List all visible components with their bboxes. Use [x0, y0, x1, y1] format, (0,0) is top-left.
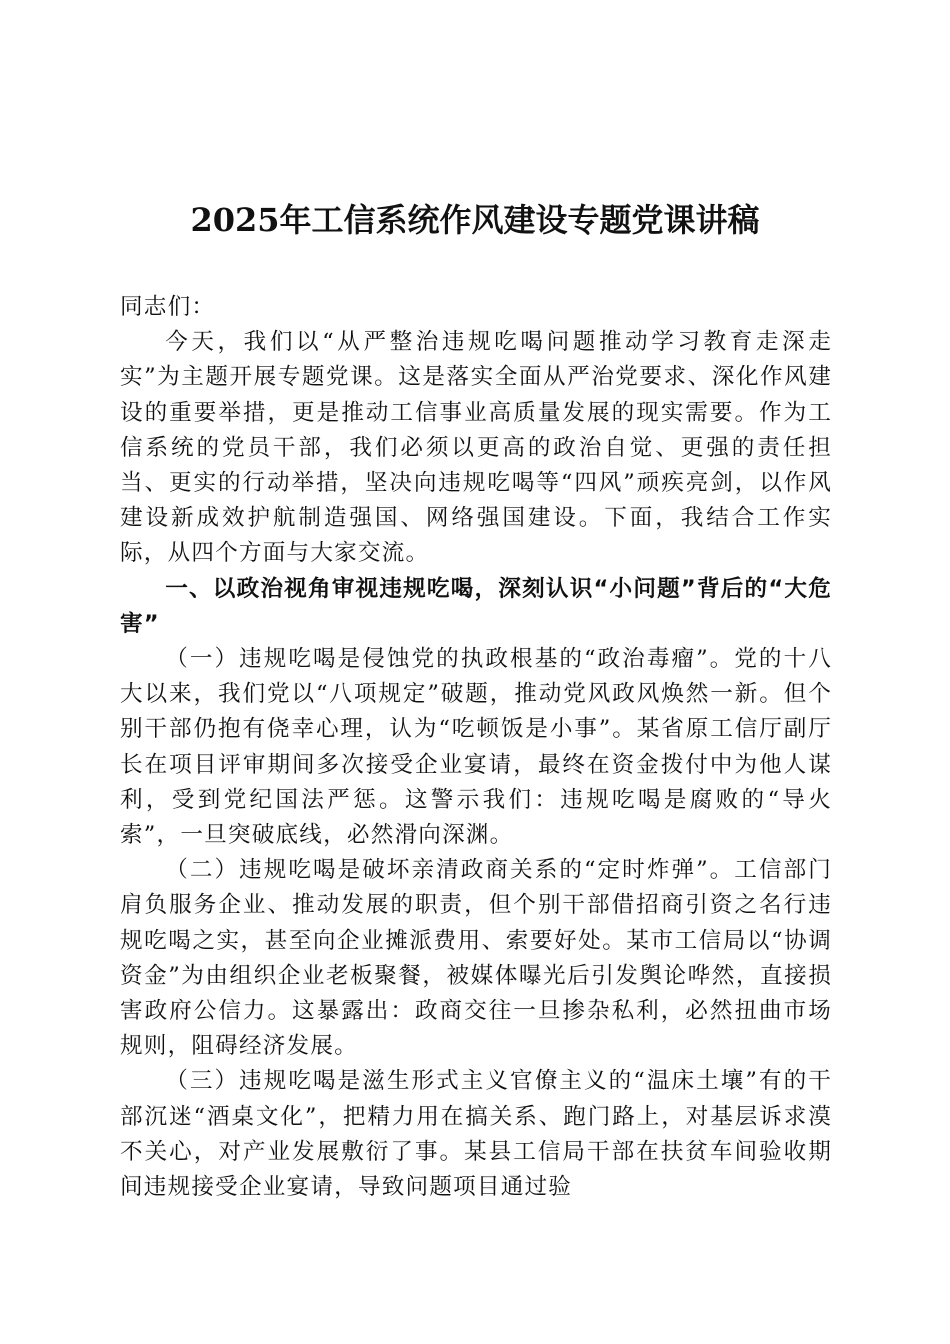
section-heading-1: 一、以政治视角审视违规吃喝，深刻认识“小问题”背后的“大危害” [120, 575, 832, 637]
document-title: 2025年工信系统作风建设专题党课讲稿 [190, 201, 760, 239]
salutation: 同志们： [120, 294, 216, 320]
intro-paragraph: 今天，我们以“从严整治违规吃喝问题推动学习教育走深走实”为主题开展专题党课。这是落实全面从严治党要求、深化作风建设的重要举措，更是推动工信事业高质量发展的现实需要。作为工信系统的党员干部，我们必须以更高的政治自觉、更强的责任担当、更实的行动举措，坚决向违规吃喝等“四风”顽疾亮剑，以作风建设新成效护航制造强国、网络强国建设。下面，我结合工作实际，从四个方面与大家交流。 [120, 329, 832, 567]
paragraph-2: （二）违规吃喝是破坏亲清政商关系的“定时炸弹”。工信部门肩负服务企业、推动发展的职责，但个别干部借招商引资之名行违规吃喝之实，甚至向企业摊派费用、索要好处。某市工信局以“协调资金”为由组织企业老板聚餐，被媒体曝光后引发舆论哗然，直接损害政府公信力。这暴露出：政商交往一旦掺杂私利，必然扭曲市场规则，阻碍经济发展。 [120, 857, 832, 1060]
paragraph-3: （三）违规吃喝是滋生形式主义官僚主义的“温床土壤”有的干部沉迷“酒桌文化”，把精力用在搞关系、跑门路上，对基层诉求漠不关心，对产业发展敷衍了事。某县工信局干部在扶贫车间验收期间违规接受企业宴请，导致问题项目通过验 [120, 1068, 832, 1201]
document-body [120, 290, 832, 1205]
paragraph-1: （一）违规吃喝是侵蚀党的执政根基的“政治毒瘤”。党的十八大以来，我们党以“八项规定”破题，推动党风政风焕然一新。但个别干部仍抱有侥幸心理，认为“吃顿饭是小事”。某省原工信厅副厅长在项目评审期间多次接受企业宴请，最终在资金拨付中为他人谋利，受到党纪国法严惩。这警示我们：违规吃喝是腐败的“导火索”，一旦突破底线，必然滑向深渊。 [120, 646, 832, 849]
